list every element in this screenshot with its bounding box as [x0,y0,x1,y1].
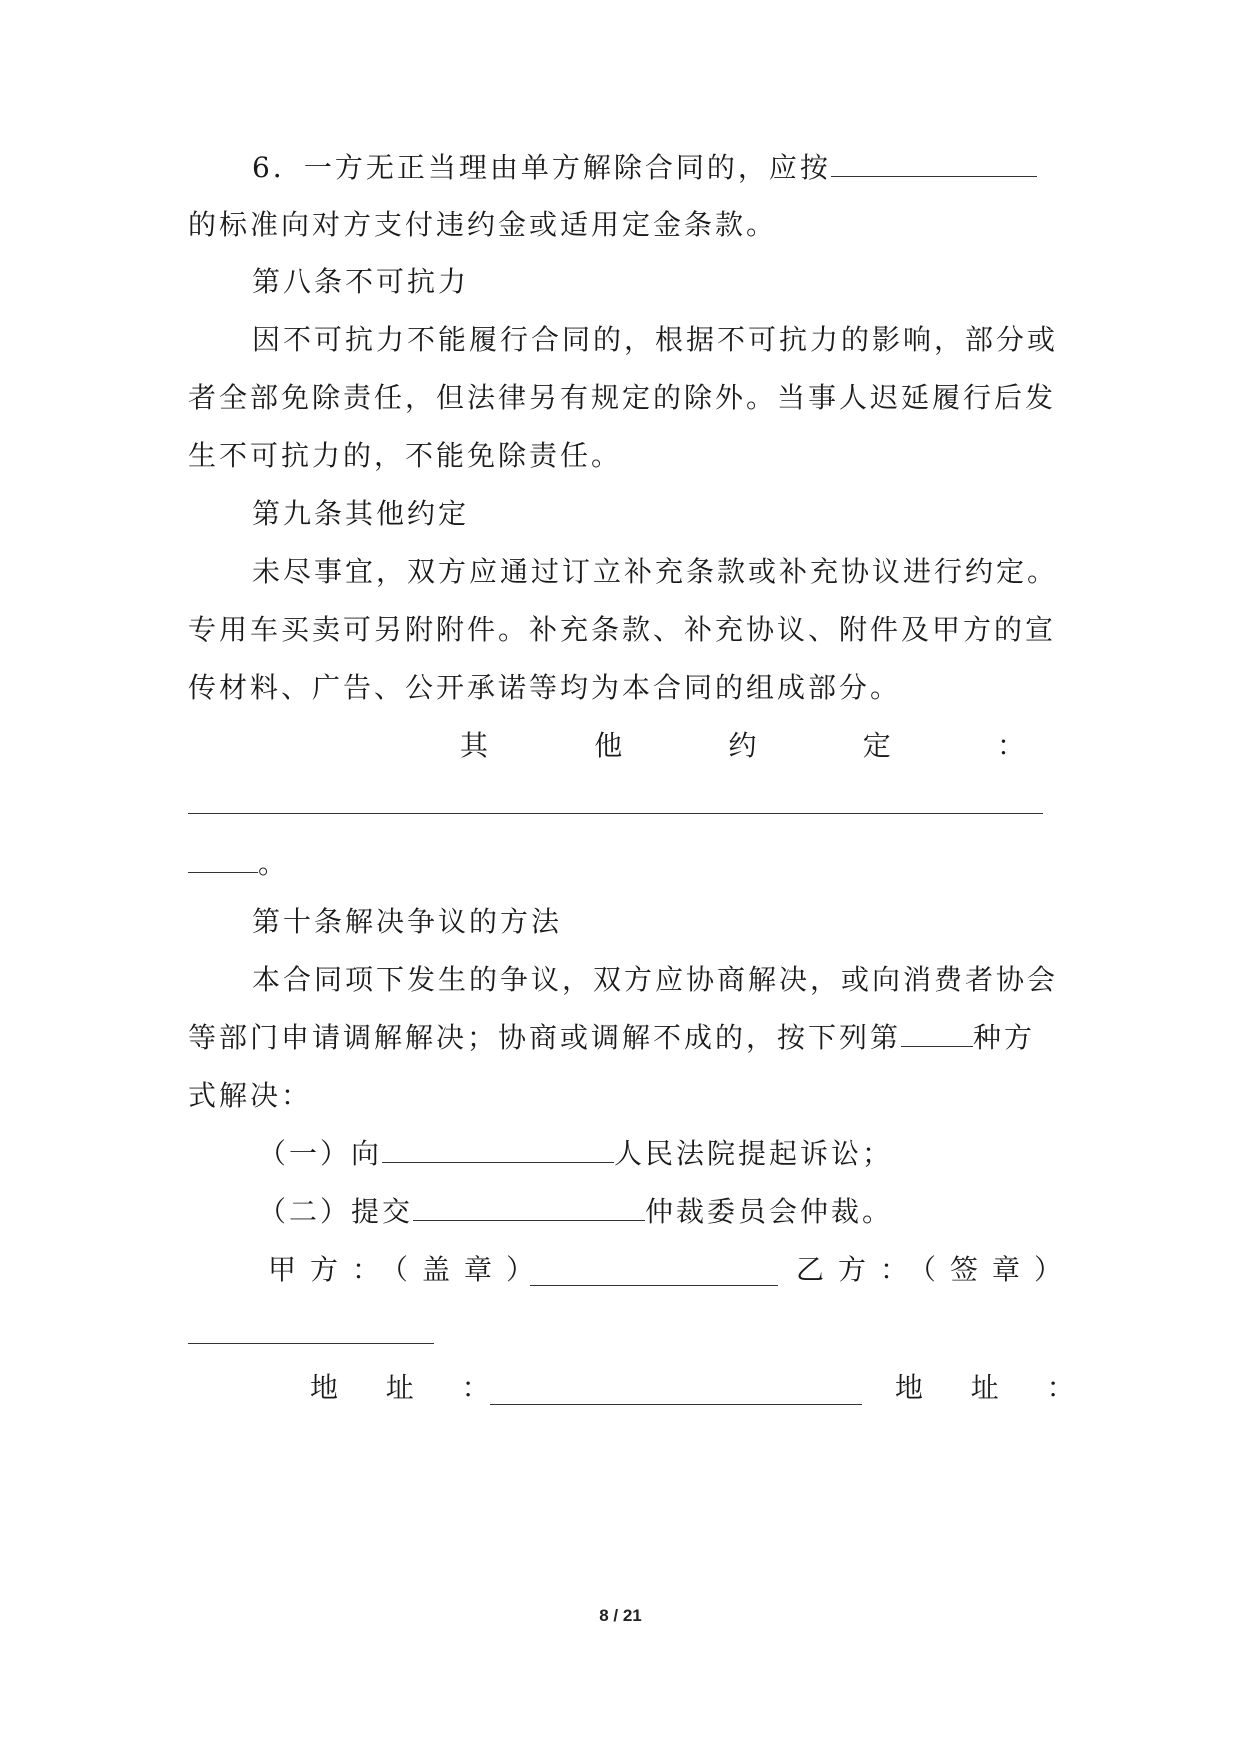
party-a-label: 甲方：（盖章） [268,1253,549,1286]
arbitration-blank-field [413,1194,645,1221]
blank-field [831,150,1037,177]
other-char: 其 [460,729,492,762]
other-agreement-blank-line [188,813,1043,814]
option-2-suffix: 仲裁委员会仲裁。 [645,1195,894,1228]
article-9-title: 第九条其他约定 [252,497,470,530]
article-8-line-3: 生不可抗力的，不能免除责任。 [188,439,623,472]
article-8-line-2: 者全部免除责任，但法律另有规定的除外。当事人迟延履行后发 [188,381,1057,414]
option-1-prefix: （一）向 [258,1137,383,1170]
other-agreement-heading [460,726,1028,766]
article-10-title: 第十条解决争议的方法 [252,905,563,938]
clause-6-line-2: 的标准向对方支付违约金或适用定金条款。 [188,208,778,241]
article-9-line-2: 专用车买卖可另附附件。补充条款、补充协议、附件及甲方的宣 [188,613,1057,646]
court-blank-field [382,1136,614,1163]
blank-field [188,846,258,873]
blank-field [901,1020,973,1047]
clause-6-line-1 [252,148,1053,188]
article-8-title: 第八条不可抗力 [252,265,470,298]
other-agreement-end [188,844,1053,884]
option-1-suffix: 人民法院提起诉讼； [614,1137,894,1170]
other-char: 定 [862,729,894,762]
party-a-signature-line [530,1285,778,1286]
option-2-prefix: （二）提交 [258,1195,414,1228]
period: 。 [258,847,290,880]
article-10-line-3: 式解决： [188,1079,313,1112]
article-10-line-2 [188,1018,1053,1058]
article-10-text: 等部门申请调解解决；协商或调解不成的，按下列第 [188,1021,902,1054]
other-char: ： [996,729,1028,762]
article-8-line-1: 因不可抗力不能履行合同的，根据不可抗力的影响，部分或 [252,323,1059,356]
other-char: 他 [594,729,626,762]
article-10-line-1: 本合同项下发生的争议，双方应协商解决，或向消费者协会 [252,963,1059,996]
party-a-address-line [490,1404,862,1405]
clause-6-text: 6．一方无正当理由单方解除合同的，应按 [252,151,831,184]
party-b-label: 乙方：（签章） [796,1253,1077,1286]
party-b-address-label: 地 址 ： [895,1371,1085,1404]
article-10-text: 种方 [973,1021,1036,1054]
article-9-line-3: 传材料、广告、公开承诺等均为本合同的组成部分。 [188,671,902,704]
other-char: 约 [728,729,760,762]
party-a-address-label: 地 址 ： [310,1371,500,1404]
article-9-line-1: 未尽事宜，双方应通过订立补充条款或补充协议进行约定。 [252,555,1059,588]
party-b-signature-line [188,1343,434,1344]
option-1 [258,1134,1123,1174]
option-2 [258,1192,1123,1232]
page-number: 8 / 21 [599,1606,642,1625]
